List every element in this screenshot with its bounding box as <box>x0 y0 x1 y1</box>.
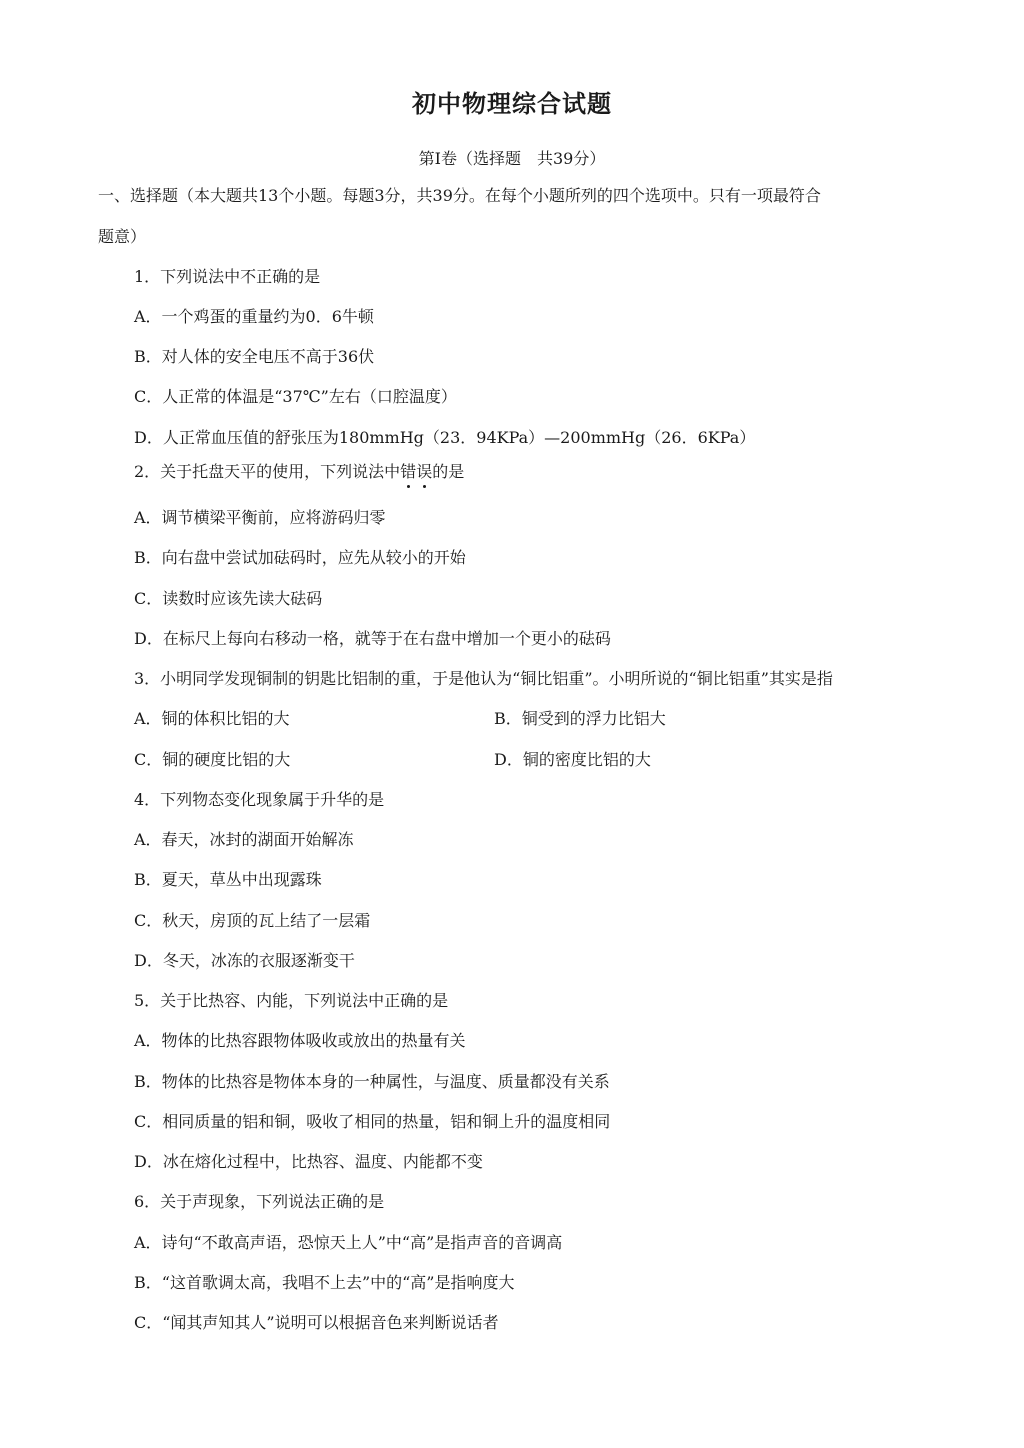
question-2-option-b: B．向右盘中尝试加砝码时，应先从较小的开始 <box>134 548 466 567</box>
question-4-option-c: C．秋天，房顶的瓦上结了一层霜 <box>134 911 371 930</box>
question-1-option-d: D．人正常血压值的舒张压为180mmHg（23．94KPa）—200mmHg（26．6KPa） <box>134 428 756 447</box>
question-5-option-d: D．冰在熔化过程中，比热容、温度、内能都不变 <box>134 1152 483 1171</box>
question-6-option-a: A．诗句“不敢高声语，恐惊天上人”中“高”是指声音的音调高 <box>134 1233 563 1252</box>
question-4-option-a: A．春天，冰封的湖面开始解冻 <box>134 830 354 849</box>
question-2-stem-suffix: 的是 <box>432 462 465 481</box>
question-2-option-a: A．调节横梁平衡前，应将游码归零 <box>134 508 386 527</box>
question-2-stem <box>134 462 464 482</box>
question-6-stem: 6．关于声现象，下列说法正确的是 <box>134 1192 385 1211</box>
question-2-stem-prefix: 2．关于托盘天平的使用，下列说法中 <box>134 462 401 481</box>
emphasis-char-1: 错 <box>400 462 417 481</box>
question-1-option-b: B．对人体的安全电压不高于36伏 <box>134 347 375 366</box>
question-3-option-b: B．铜受到的浮力比铝大 <box>494 709 666 728</box>
question-2-option-d: D．在标尺上每向右移动一格，就等于在右盘中增加一个更小的砝码 <box>134 629 611 648</box>
page-title: 初中物理综合试题 <box>412 89 612 118</box>
question-3-option-a: A．铜的体积比铝的大 <box>134 709 290 728</box>
question-6-option-b: B．“这首歌调太高，我唱不上去”中的“高”是指响度大 <box>134 1273 515 1292</box>
question-2-option-c: C．读数时应该先读大砝码 <box>134 589 323 608</box>
question-5-option-c: C．相同质量的铝和铜，吸收了相同的热量，铝和铜上升的温度相同 <box>134 1112 611 1131</box>
question-1-option-a: A．一个鸡蛋的重量约为0．6牛顿 <box>134 307 374 326</box>
section-subtitle: 第Ⅰ卷（选择题 共39分） <box>418 149 606 168</box>
question-3-stem: 3．小明同学发现铜制的钥匙比铝制的重，于是他认为“铜比铝重”。小明所说的“铜比铝重”其实是指 <box>134 669 833 688</box>
question-5-stem: 5．关于比热容、内能，下列说法中正确的是 <box>134 991 449 1010</box>
question-5-option-a: A．物体的比热容跟物体吸收或放出的热量有关 <box>134 1031 466 1050</box>
question-4-stem: 4．下列物态变化现象属于升华的是 <box>134 790 385 809</box>
question-3-option-c: C．铜的硬度比铝的大 <box>134 750 291 769</box>
instruction-line-2: 题意） <box>98 227 147 246</box>
instruction-line-1: 一、选择题（本大题共13个小题。每题3分，共39分。在每个小题所列的四个选项中。只有一项最符合 <box>98 186 821 205</box>
question-4-option-d: D．冬天，冰冻的衣服逐渐变干 <box>134 951 355 970</box>
question-5-option-b: B．物体的比热容是物体本身的一种属性，与温度、质量都没有关系 <box>134 1072 610 1091</box>
question-1-option-c: C．人正常的体温是“37℃”左右（口腔温度） <box>134 387 457 406</box>
question-4-option-b: B．夏天，草丛中出现露珠 <box>134 870 322 889</box>
emphasis-char-2: 误 <box>416 462 433 481</box>
question-3-option-d: D．铜的密度比铝的大 <box>494 750 651 769</box>
question-1-stem: 1．下列说法中不正确的是 <box>134 267 321 286</box>
question-6-option-c: C．“闻其声知其人”说明可以根据音色来判断说话者 <box>134 1313 499 1332</box>
